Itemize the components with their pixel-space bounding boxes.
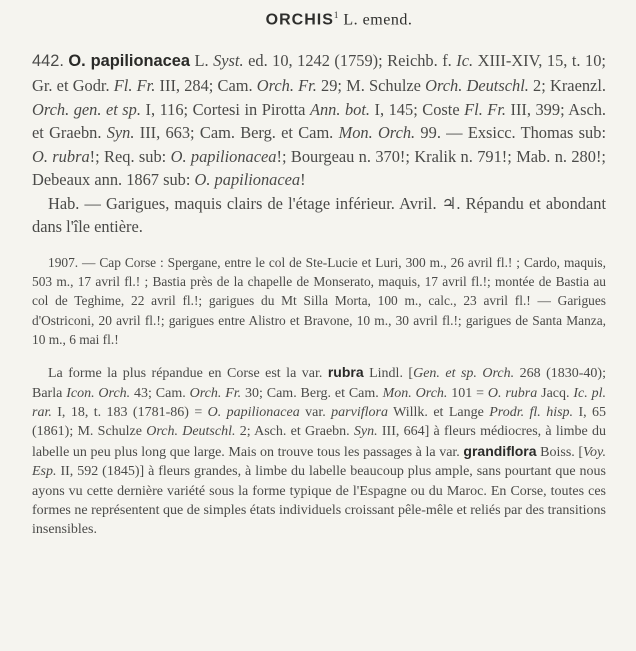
note-text: 43; Cam. <box>130 385 190 401</box>
citation-text: III, 663; Cam. Berg. et Cam. <box>134 123 339 143</box>
note-text: 2; Asch. et Graebn. <box>235 424 354 440</box>
species-number: 442. <box>32 52 64 71</box>
note-text: 30; Cam. Berg. et Cam. <box>241 385 383 401</box>
citation-title: Syst. <box>213 51 244 71</box>
citation-text: I, 116; Cortesi in Pirotta <box>140 99 310 119</box>
genus-title: ORCHIS <box>265 11 334 29</box>
citation-title: Orch. Fr. <box>256 75 317 95</box>
citation-title: Orch. Deutschl. <box>425 75 529 95</box>
citation-text: III, 399; Asch. et Graebn. <box>32 99 607 143</box>
citation-text: 29; M. Schulze <box>316 75 426 95</box>
citation-text: ed. 10, 1242 (1759); Reichb. f. <box>243 51 457 71</box>
note-title: Voy. Esp. <box>32 444 606 480</box>
note-title: parviflora <box>331 404 388 420</box>
note-title: Syn. <box>353 424 378 440</box>
note-text: I, 65 (1861); M. Schulze <box>32 404 607 440</box>
note-text: Boiss. [ <box>536 444 584 460</box>
localities-paragraph: 1907. — Cap Corse : Spergane, entre le col de Ste-Lucie et Luri, 300 m., 26 avril fl.! ; Cardo, maquis, 503 m., 17 avril fl.! ; Bastia près de la chapelle de Monserato, maquis, 17 avril fl.!; montée de Bastia au col de Teghime, 22 avril fl.!; garigues du Mt Silla Morta, 100 m., calc., 23 avril fl.! — Garigues d'Ostriconi, 20 avril fl.!; garigues entre Alistro et Bravone, 10 m., 30 avril fl.!; garigues de Santa Manza, 10 m., 6 mai fl.! <box>32 255 606 347</box>
citation-text: L. <box>189 51 214 71</box>
note-title: Prodr. fl. hisp. <box>489 404 574 420</box>
citation-title: O. rubra <box>32 146 90 166</box>
genus-author: L. emend. <box>343 11 413 29</box>
citation-text: I, 145; Coste <box>370 99 465 119</box>
footnote-marker: 1 <box>333 10 339 20</box>
note-title: Orch. Deutschl. <box>146 424 236 440</box>
citation-title: Mon. Orch. <box>338 123 416 143</box>
citation-title: Ic. <box>456 51 474 71</box>
citation-text: 99. — Exsicc. Thomas sub: <box>415 123 606 143</box>
citation-text: XIII-XIV, 15, t. 10; Gr. et Godr. <box>32 51 606 95</box>
note-text: Willk. et Lange <box>387 404 490 420</box>
citation-title: Fl. Fr. <box>464 99 506 119</box>
citation-text: !; Bourgeau n. 370!; Kralik n. 791!; Mab. n. 280!; Debeaux ann. 1867 sub: <box>32 146 606 190</box>
note-text: II, 592 (1845)] à fleurs grandes, à limbe du labelle beaucoup plus ample, sans pourtant que nous ayons vu cette dernière variété sous la forme typique de l'Espagne ou du Maroc. En Corse, toutes ces formes ne représentent que de simples états individuels croissant pêle-mêle et reliés par des transitions insensibles. <box>32 464 606 538</box>
citation-title: Ann. bot. <box>309 99 371 119</box>
variety-name: rubra <box>327 364 364 381</box>
citation-text: !; Req. sub: <box>89 146 171 166</box>
note-title: Mon. Orch. <box>382 385 448 401</box>
note-text: Jacq. <box>537 385 574 401</box>
note-text: I, 18, t. 183 (1781-86) = <box>51 404 208 420</box>
note-title: O. rubra <box>487 385 538 401</box>
species-entry <box>32 49 606 192</box>
citation-title: Syn. <box>106 123 135 143</box>
species-name: O. papilionacea <box>68 52 190 71</box>
variety-name: grandiflora <box>463 442 537 459</box>
citation-title: Fl. Fr. <box>113 75 156 95</box>
habitat-paragraph: Hab. — Garigues, maquis clairs de l'étage inférieur. Avril. ♃. Répandu et abondant dans l'île entière. <box>32 193 606 237</box>
citation-title: Orch. gen. et sp. <box>32 99 141 119</box>
note-title: Gen. et sp. Orch. <box>413 366 515 382</box>
citation-text: 2; Kraenzl. <box>528 75 606 95</box>
note-title: O. papilionacea <box>207 404 300 420</box>
running-header <box>72 10 606 29</box>
citation-title: O. papilionacea <box>194 170 301 190</box>
citation-title: O. papilionacea <box>170 146 277 166</box>
note-text: III, 664] à fleurs médiocres, à limbe du labelle un peu plus long que large. Mais on trouve tous les passages à la var. <box>32 424 606 460</box>
note-text: var. <box>299 404 332 420</box>
note-title: Icon. Orch. <box>66 385 131 401</box>
varieties-paragraph <box>32 363 606 540</box>
citation-text: ! <box>300 170 306 190</box>
note-text: 101 = <box>447 385 488 401</box>
note-title: Ic. pl. rar. <box>32 385 606 420</box>
note-title: Orch. Fr. <box>189 385 242 401</box>
note-text: 268 (1830-40); Barla <box>32 366 606 401</box>
citation-text: III, 284; Cam. <box>155 75 257 95</box>
note-text: La forme la plus répandue en Corse est la var. <box>48 366 328 382</box>
note-text: Lindl. [ <box>363 366 414 382</box>
